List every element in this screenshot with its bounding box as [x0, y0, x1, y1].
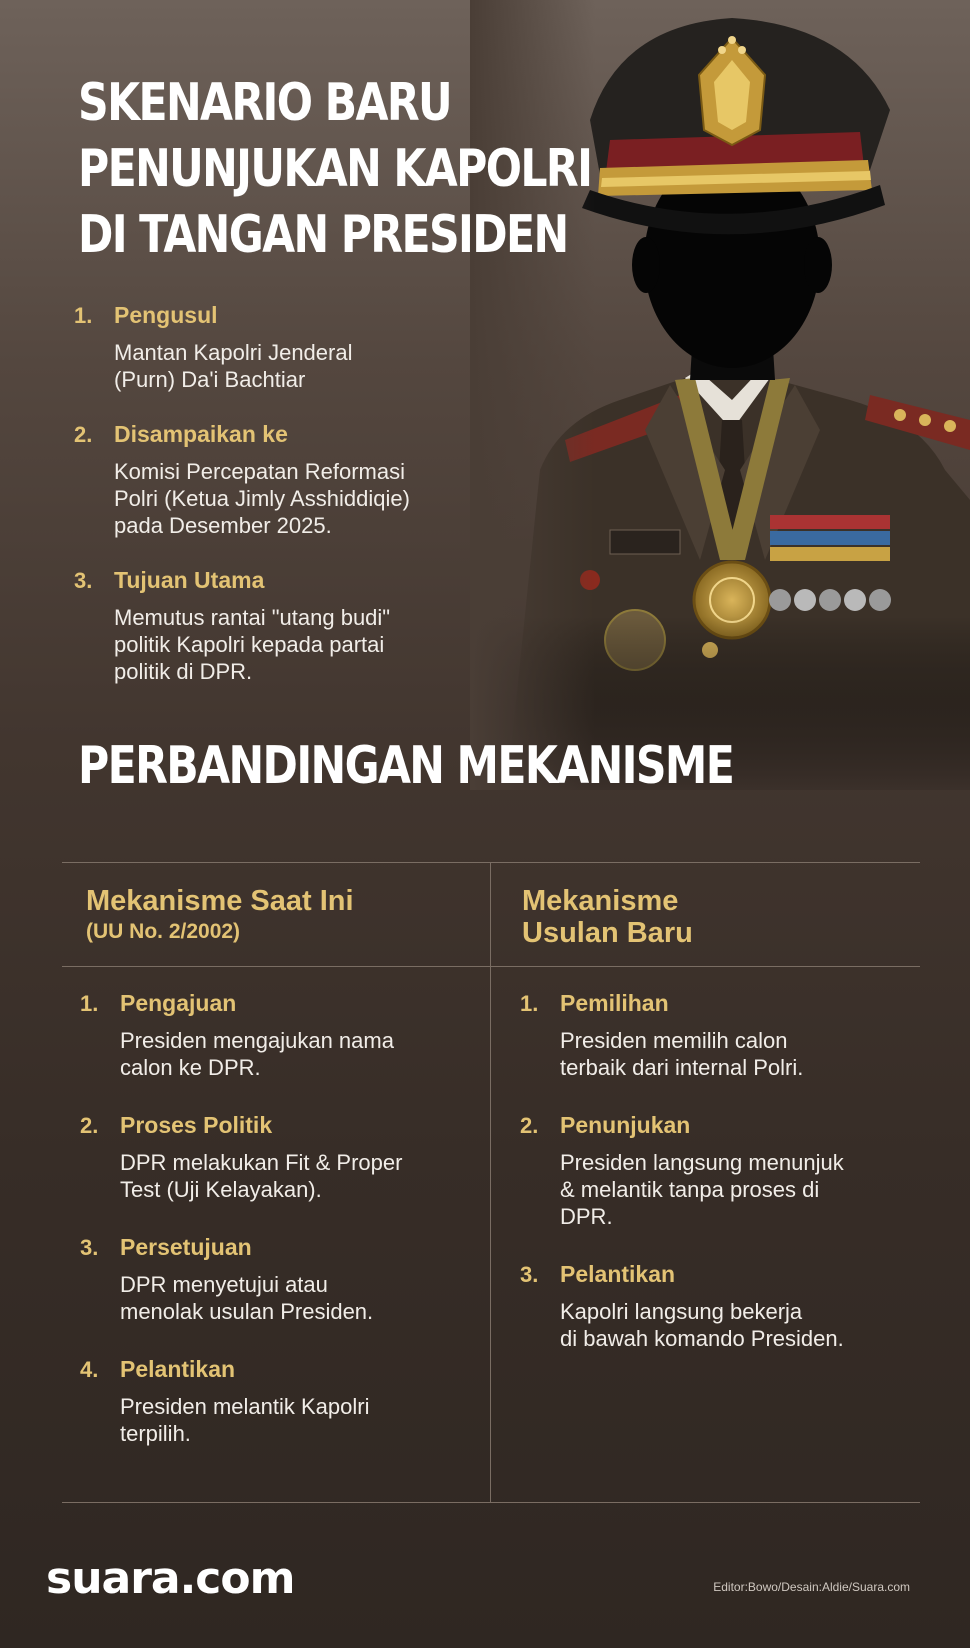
item-description	[114, 604, 494, 685]
item-label: Penunjukan	[560, 1112, 691, 1138]
desc-line: Polri (Ketua Jimly Asshiddiqie)	[114, 486, 410, 511]
credit-text: Editor:Bowo/Desain:Aldie/Suara.com	[713, 1580, 910, 1594]
item-label: Tujuan Utama	[114, 567, 265, 593]
item-number: 1.	[520, 991, 539, 1016]
item-description	[560, 1149, 940, 1230]
item-description	[120, 1271, 480, 1325]
right-heading-line-2: Usulan Baru	[522, 917, 693, 949]
item-description	[120, 1393, 480, 1447]
left-column-header	[86, 885, 354, 945]
divider	[62, 1502, 920, 1503]
new-mechanism-list	[520, 990, 940, 1352]
item-label: Pelantikan	[120, 1356, 236, 1382]
desc-line: pada Desember 2025.	[114, 513, 332, 538]
desc-line: calon ke DPR.	[120, 1055, 261, 1080]
item-number: 3.	[74, 568, 93, 593]
desc-line: terpilih.	[120, 1421, 191, 1446]
divider	[62, 966, 920, 967]
item-label: Proses Politik	[120, 1112, 273, 1138]
list-item	[74, 421, 494, 539]
item-label: Pelantikan	[560, 1261, 676, 1287]
list-item	[74, 567, 494, 685]
item-description	[560, 1027, 940, 1081]
desc-line: Komisi Percepatan Reformasi	[114, 459, 406, 484]
list-item	[80, 1234, 480, 1325]
title-line-3: DI TANGAN PRESIDEN	[78, 205, 568, 265]
item-number: 2.	[74, 422, 93, 447]
desc-line: Presiden memilih calon	[560, 1028, 788, 1053]
right-heading-line-1: Mekanisme	[522, 885, 679, 917]
left-heading: Mekanisme Saat Ini	[86, 885, 354, 917]
desc-line: Presiden melantik Kapolri	[120, 1394, 370, 1419]
title-line-1: SKENARIO BARU	[78, 73, 451, 133]
desc-line: Presiden mengajukan nama	[120, 1028, 394, 1053]
list-item	[74, 302, 494, 393]
desc-line: Presiden langsung menunjuk	[560, 1150, 844, 1175]
item-label: Pengajuan	[120, 990, 237, 1016]
desc-line: & melantik tanpa proses di	[560, 1177, 820, 1202]
list-item	[80, 1112, 480, 1203]
desc-line: DPR.	[560, 1204, 613, 1229]
column-divider	[490, 862, 491, 1502]
desc-line: terbaik dari internal Polri.	[560, 1055, 804, 1080]
item-number: 1.	[80, 991, 99, 1016]
item-description	[114, 458, 494, 539]
item-label: Persetujuan	[120, 1234, 252, 1260]
desc-line: Test (Uji Kelayakan).	[120, 1177, 322, 1202]
desc-line: Mantan Kapolri Jenderal	[114, 340, 353, 365]
list-item	[520, 990, 940, 1081]
item-description	[560, 1298, 940, 1352]
page-title	[78, 70, 591, 268]
item-number: 3.	[520, 1262, 539, 1287]
list-item	[520, 1261, 940, 1352]
list-item	[80, 1356, 480, 1447]
desc-line: DPR menyetujui atau	[120, 1272, 328, 1297]
desc-line: Memutus rantai "utang budi"	[114, 605, 391, 630]
item-description	[120, 1149, 480, 1203]
right-column-header	[522, 885, 693, 949]
divider	[62, 862, 920, 863]
title-line-2: PENUNJUKAN KAPOLRI	[78, 139, 592, 199]
item-label: Pengusul	[114, 302, 218, 328]
list-item	[80, 990, 480, 1081]
item-description	[120, 1027, 480, 1081]
item-number: 4.	[80, 1357, 99, 1382]
desc-line: (Purn) Da'i Bachtiar	[114, 367, 306, 392]
current-mechanism-list	[80, 990, 480, 1447]
item-description	[114, 339, 494, 393]
intro-list	[74, 302, 494, 713]
item-label: Pemilihan	[560, 990, 669, 1016]
comparison-title: PERBANDINGAN MEKANISME	[78, 736, 734, 796]
item-label: Disampaikan ke	[114, 421, 288, 447]
desc-line: menolak usulan Presiden.	[120, 1299, 374, 1324]
desc-line: DPR melakukan Fit & Proper	[120, 1150, 403, 1175]
left-subheading: (UU No. 2/2002)	[86, 920, 241, 943]
desc-line: politik di DPR.	[114, 659, 253, 684]
item-number: 2.	[80, 1113, 99, 1138]
list-item	[520, 1112, 940, 1230]
item-number: 2.	[520, 1113, 539, 1138]
desc-line: di bawah komando Presiden.	[560, 1326, 844, 1351]
desc-line: politik Kapolri kepada partai	[114, 632, 385, 657]
item-number: 1.	[74, 303, 93, 328]
suara-logo: suara.com	[46, 1553, 295, 1604]
desc-line: Kapolri langsung bekerja	[560, 1299, 803, 1324]
item-number: 3.	[80, 1235, 99, 1260]
